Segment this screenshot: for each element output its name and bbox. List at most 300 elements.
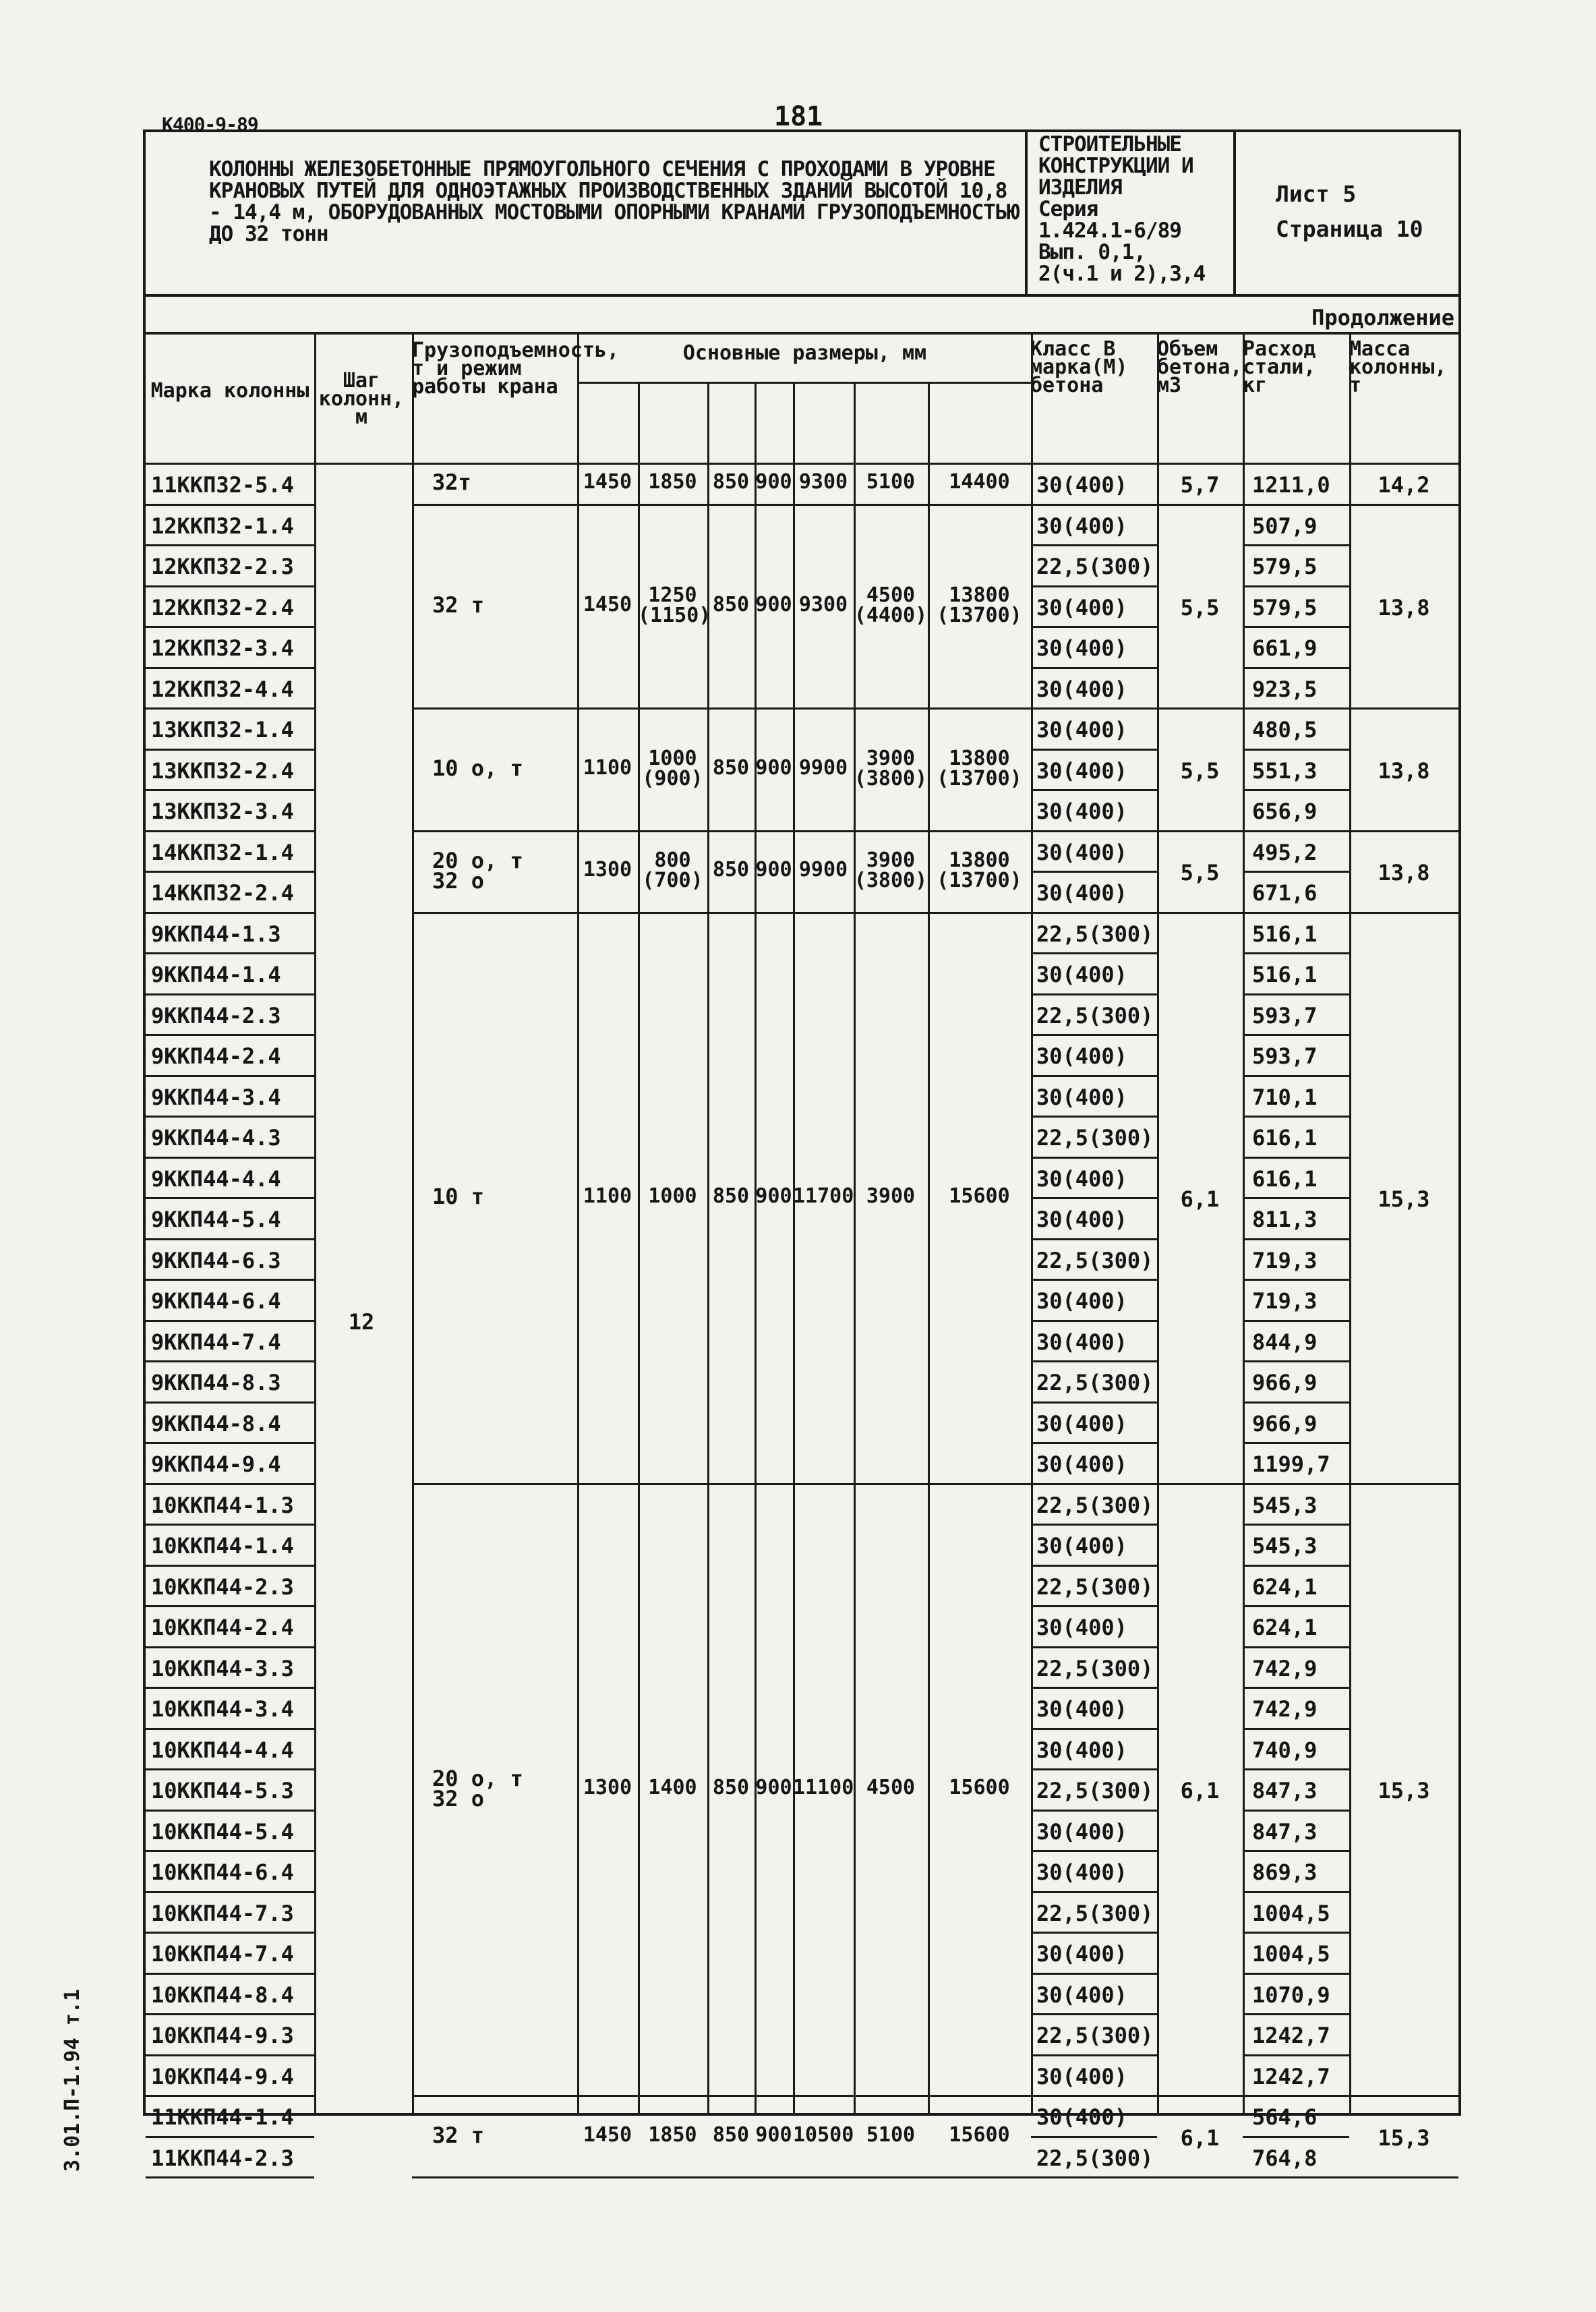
table-cell-class: 30(400) xyxy=(1036,1165,1127,1192)
mark-row-rule xyxy=(146,1728,314,1730)
group-rule xyxy=(1157,912,1243,914)
steel-row-rule xyxy=(1243,626,1349,628)
table-cell-class: 30(400) xyxy=(1036,1043,1127,1069)
class-row-rule xyxy=(1031,2054,1157,2056)
table-cell-mark: 10ККП44-7.4 xyxy=(151,1941,294,1967)
mark-row-rule xyxy=(146,544,314,546)
group-rule xyxy=(412,912,1031,914)
steel-row-rule xyxy=(1243,1360,1349,1362)
class-row-rule xyxy=(1031,1810,1157,1812)
group-rule xyxy=(1349,2095,1458,2097)
class-row-rule xyxy=(1031,1768,1157,1770)
table-cell-dimension: 900 xyxy=(755,592,792,616)
table-cell-mark: 9ККП44-2.3 xyxy=(151,1002,281,1029)
table-cell-mass: 15,3 xyxy=(1378,1186,1430,1212)
issue-line-2: 2(ч.1 и 2),3,4 xyxy=(1038,262,1206,286)
class-row-rule xyxy=(1031,1687,1157,1689)
class-row-rule xyxy=(1031,1116,1157,1118)
class-row-rule xyxy=(1031,830,1157,832)
mark-row-rule xyxy=(146,830,314,832)
step-value: 12 xyxy=(348,1308,375,1335)
table-cell-dimension: 15600 xyxy=(949,1776,1010,1800)
table-cell-dimension: 4500 xyxy=(866,1776,916,1800)
table-cell-class: 30(400) xyxy=(1036,717,1127,743)
class-row-rule xyxy=(1031,1197,1157,1199)
table-cell-mark: 13ККП32-1.4 xyxy=(151,717,294,743)
steel-row-rule xyxy=(1243,2136,1349,2138)
table-cell-dimension: 1450 xyxy=(583,470,632,494)
mark-row-rule xyxy=(146,1320,314,1322)
steel-row-rule xyxy=(1243,1932,1349,1934)
mark-row-rule xyxy=(146,912,314,914)
table-cell-steel: 742,9 xyxy=(1252,1696,1318,1722)
group-rule xyxy=(412,2095,1031,2097)
mark-row-rule xyxy=(146,1646,314,1648)
group-rule xyxy=(1157,504,1243,506)
continuation-band xyxy=(143,297,1461,332)
table-cell-dimension: 900 xyxy=(755,755,792,780)
table-cell-class: 30(400) xyxy=(1036,1084,1127,1110)
table-cell-dimension: 9900 xyxy=(798,755,848,780)
table-cell-volume: 5,5 xyxy=(1180,860,1220,886)
class-row-rule xyxy=(1031,1646,1157,1648)
table-cell-class: 30(400) xyxy=(1036,513,1127,539)
table-cell-mark: 10ККП44-5.3 xyxy=(151,1778,294,1803)
table-cell-dimension: 5100 xyxy=(866,2122,916,2147)
table-cell-steel: 710,1 xyxy=(1252,1084,1318,1110)
table-cell-mark: 9ККП44-1.3 xyxy=(151,921,281,947)
table-cell-class: 30(400) xyxy=(1036,2063,1127,2089)
dims-column-rule xyxy=(755,382,757,2113)
table-cell-class: 30(400) xyxy=(1036,1615,1127,1640)
mark-row-rule xyxy=(146,1605,314,1607)
table-cell-steel: 923,5 xyxy=(1252,676,1318,702)
table-cell-mark: 9ККП44-7.4 xyxy=(151,1329,281,1355)
steel-row-rule xyxy=(1243,2013,1349,2015)
class-row-rule xyxy=(1031,2176,1157,2178)
class-row-rule xyxy=(1031,1279,1157,1281)
table-cell-class: 30(400) xyxy=(1036,880,1127,906)
mark-row-rule xyxy=(146,993,314,995)
table-cell-class: 22,5(300) xyxy=(1036,1573,1154,1600)
mark-row-rule xyxy=(146,1197,314,1199)
mark-row-rule xyxy=(146,1687,314,1689)
steel-row-rule xyxy=(1243,2176,1349,2178)
table-cell-class: 30(400) xyxy=(1036,757,1127,784)
table-cell-mark: 12ККП32-1.4 xyxy=(151,513,294,539)
columns-table xyxy=(143,332,1461,2171)
table-cell-steel: 551,3 xyxy=(1252,757,1318,784)
column-rule xyxy=(314,335,316,2113)
page-number: 181 xyxy=(774,101,823,132)
table-cell-mark: 9ККП44-9.4 xyxy=(151,1451,281,1477)
table-cell-mark: 14ККП32-2.4 xyxy=(151,880,294,906)
mark-row-rule xyxy=(146,1238,314,1240)
class-row-rule xyxy=(1031,667,1157,669)
table-cell-dimension: 1850 xyxy=(648,470,697,494)
table-cell-mark: 10ККП44-2.3 xyxy=(151,1573,294,1600)
mark-row-rule xyxy=(146,1850,314,1852)
group-rule xyxy=(1349,830,1458,832)
table-cell-mark: 10ККП44-9.3 xyxy=(151,2023,294,2048)
table-cell-mark: 13ККП32-2.4 xyxy=(151,757,294,784)
table-cell-class: 30(400) xyxy=(1036,2104,1127,2130)
steel-row-rule xyxy=(1243,1320,1349,1322)
table-cell-class: 22,5(300) xyxy=(1036,2145,1154,2171)
table-cell-dimension: 5100 xyxy=(866,470,916,494)
series-no-label: Серия xyxy=(1038,197,1098,221)
mark-row-rule xyxy=(146,1157,314,1159)
table-cell-steel: 740,9 xyxy=(1252,1737,1318,1763)
mark-row-rule xyxy=(146,1810,314,1812)
steel-row-rule xyxy=(1243,1565,1349,1567)
steel-row-rule xyxy=(1243,789,1349,791)
group-rule xyxy=(1349,504,1458,506)
steel-row-rule xyxy=(1243,1687,1349,1689)
table-cell-steel: 966,9 xyxy=(1252,1410,1318,1437)
table-cell-dimension: 900 xyxy=(755,858,792,882)
steel-row-rule xyxy=(1243,1034,1349,1036)
table-cell-mark: 9ККП44-5.4 xyxy=(151,1207,281,1232)
table-cell-steel: 719,3 xyxy=(1252,1247,1318,1273)
table-cell-dimension: 900 xyxy=(755,470,792,494)
steel-row-rule xyxy=(1243,1157,1349,1159)
header-step: Шаг колонн, м xyxy=(318,369,405,429)
table-cell-steel: 742,9 xyxy=(1252,1655,1318,1681)
mark-row-rule xyxy=(146,1565,314,1567)
table-cell-mark: 12ККП32-2.3 xyxy=(151,554,294,579)
steel-row-rule xyxy=(1243,1728,1349,1730)
table-cell-dimension: 11100 xyxy=(793,1776,854,1800)
table-cell-dimension: 1850 xyxy=(648,2122,697,2147)
table-cell-dimension: 1250 (1150) xyxy=(638,583,711,627)
table-cell-steel: 764,8 xyxy=(1252,2145,1318,2171)
mark-row-rule xyxy=(146,2176,314,2178)
table-cell-steel: 593,7 xyxy=(1252,1002,1318,1029)
class-row-rule xyxy=(1031,707,1157,710)
table-cell-mass: 13,8 xyxy=(1378,594,1430,620)
table-cell-dimension: 10500 xyxy=(793,2122,854,2147)
steel-row-rule xyxy=(1243,2054,1349,2056)
table-cell-dimension: 11700 xyxy=(793,1184,854,1208)
steel-row-rule xyxy=(1243,1279,1349,1281)
document-code: К400-9-89 xyxy=(162,113,258,136)
table-cell-dimension: 15600 xyxy=(949,2122,1010,2147)
table-cell-class: 30(400) xyxy=(1036,962,1127,987)
steel-row-rule xyxy=(1243,952,1349,954)
table-cell-steel: 1004,5 xyxy=(1252,1941,1330,1967)
header-dims: Основные размеры, мм xyxy=(682,341,927,365)
sheet-number: Лист 5 xyxy=(1276,181,1357,207)
table-cell-mark: 9ККП44-8.4 xyxy=(151,1410,281,1437)
table-cell-crane: 32т xyxy=(432,469,471,496)
table-cell-crane: 32 т xyxy=(432,591,485,618)
table-cell-mark: 9ККП44-8.3 xyxy=(151,1370,281,1395)
class-row-rule xyxy=(1031,1483,1157,1485)
table-cell-class: 30(400) xyxy=(1036,1941,1127,1967)
table-cell-dimension: 850 xyxy=(712,858,750,882)
group-rule xyxy=(1349,1483,1458,1485)
class-row-rule xyxy=(1031,2136,1157,2138)
table-cell-mark: 14ККП32-1.4 xyxy=(151,839,294,865)
table-cell-class: 30(400) xyxy=(1036,1859,1127,1885)
mark-row-rule xyxy=(146,707,314,710)
class-row-rule xyxy=(1031,1360,1157,1362)
table-cell-dimension: 850 xyxy=(712,1184,750,1208)
table-cell-steel: 1211,0 xyxy=(1252,472,1330,498)
table-cell-steel: 579,5 xyxy=(1252,594,1318,620)
table-cell-volume: 6,1 xyxy=(1180,1186,1220,1212)
table-cell-class: 30(400) xyxy=(1036,1288,1127,1314)
table-cell-mark: 10ККП44-7.3 xyxy=(151,1900,294,1926)
table-cell-dimension: 900 xyxy=(755,1184,792,1208)
table-cell-steel: 624,1 xyxy=(1252,1573,1318,1600)
table-cell-steel: 516,1 xyxy=(1252,962,1318,987)
group-rule xyxy=(412,707,1031,710)
group-rule xyxy=(412,504,1031,506)
class-row-rule xyxy=(1031,912,1157,914)
table-cell-steel: 564,6 xyxy=(1252,2104,1318,2130)
steel-row-rule xyxy=(1243,912,1349,914)
table-cell-class: 30(400) xyxy=(1036,676,1127,702)
table-cell-dimension: 900 xyxy=(755,2122,792,2147)
group-rule xyxy=(1349,912,1458,914)
steel-row-rule xyxy=(1243,1605,1349,1607)
steel-row-rule xyxy=(1243,2095,1349,2097)
sheet-info xyxy=(1276,177,1423,247)
table-cell-steel: 671,6 xyxy=(1252,880,1318,906)
table-cell-class: 22,5(300) xyxy=(1036,1778,1154,1803)
header-concrete-class: Класс В марка(М) бетона xyxy=(1030,337,1128,397)
class-row-rule xyxy=(1031,1973,1157,1975)
steel-row-rule xyxy=(1243,585,1349,587)
series-info xyxy=(1038,134,1227,285)
steel-row-rule xyxy=(1243,1401,1349,1404)
steel-row-rule xyxy=(1243,1075,1349,1077)
table-cell-steel: 1242,7 xyxy=(1252,2023,1330,2048)
table-cell-steel: 1199,7 xyxy=(1252,1451,1330,1477)
mark-row-rule xyxy=(146,667,314,669)
class-row-rule xyxy=(1031,1565,1157,1567)
table-cell-mark: 9ККП44-3.4 xyxy=(151,1084,281,1110)
class-row-rule xyxy=(1031,2095,1157,2097)
steel-row-rule xyxy=(1243,504,1349,506)
table-cell-volume: 5,5 xyxy=(1180,757,1220,784)
dims-column-rule xyxy=(854,382,856,2113)
column-rule xyxy=(1031,335,1033,2113)
table-cell-mark: 9ККП44-2.4 xyxy=(151,1043,281,1069)
header-crane: Грузоподъемность, т и режим работы крана xyxy=(412,339,620,399)
steel-row-rule xyxy=(1243,1116,1349,1118)
table-cell-volume: 6,1 xyxy=(1180,2125,1220,2151)
class-row-rule xyxy=(1031,1320,1157,1322)
class-row-rule xyxy=(1031,1401,1157,1404)
table-cell-crane: 20 о, т 32 о xyxy=(432,1766,523,1812)
table-cell-class: 22,5(300) xyxy=(1036,1655,1154,1681)
table-cell-dimension: 1450 xyxy=(583,592,632,616)
mark-row-rule xyxy=(146,585,314,587)
table-cell-mark: 10ККП44-1.3 xyxy=(151,1492,294,1518)
mark-row-rule xyxy=(146,2095,314,2097)
table-cell-class: 30(400) xyxy=(1036,1207,1127,1232)
mark-row-rule xyxy=(146,1442,314,1444)
page-of-sheet: Страница 10 xyxy=(1276,216,1423,242)
steel-row-rule xyxy=(1243,707,1349,710)
class-row-rule xyxy=(1031,749,1157,751)
table-cell-class: 22,5(300) xyxy=(1036,1492,1154,1518)
table-cell-class: 30(400) xyxy=(1036,1451,1127,1477)
column-rule xyxy=(412,335,414,2113)
steel-row-rule xyxy=(1243,1850,1349,1852)
table-cell-dimension: 1400 xyxy=(648,1776,697,1800)
table-cell-steel: 480,5 xyxy=(1252,717,1318,743)
table-cell-volume: 5,5 xyxy=(1180,594,1220,620)
mark-row-rule xyxy=(146,2013,314,2015)
table-cell-class: 30(400) xyxy=(1036,839,1127,865)
table-cell-dimension: 14400 xyxy=(949,470,1010,494)
header-volume: Объем бетона, м3 xyxy=(1157,337,1243,397)
table-cell-mark: 10ККП44-2.4 xyxy=(151,1615,294,1640)
mark-row-rule xyxy=(146,626,314,628)
table-cell-class: 30(400) xyxy=(1036,1818,1127,1845)
class-row-rule xyxy=(1031,585,1157,587)
table-cell-dimension: 15600 xyxy=(949,1184,1010,1208)
table-cell-class: 30(400) xyxy=(1036,635,1127,661)
table-cell-class: 30(400) xyxy=(1036,1696,1127,1722)
table-cell-steel: 844,9 xyxy=(1252,1329,1318,1355)
table-cell-class: 30(400) xyxy=(1036,1982,1127,2008)
mark-row-rule xyxy=(146,1932,314,1934)
class-row-rule xyxy=(1031,1524,1157,1526)
table-cell-class: 22,5(300) xyxy=(1036,1002,1154,1029)
steel-row-rule xyxy=(1243,1197,1349,1199)
mark-row-rule xyxy=(146,1279,314,1281)
table-cell-dimension: 850 xyxy=(712,470,750,494)
table-cell-dimension: 3900 (3800) xyxy=(854,848,928,892)
table-cell-class: 22,5(300) xyxy=(1036,1125,1154,1151)
table-cell-class: 22,5(300) xyxy=(1036,1247,1154,1273)
table-cell-crane: 32 т xyxy=(432,2122,485,2148)
table-cell-steel: 719,3 xyxy=(1252,1288,1318,1314)
table-cell-class: 30(400) xyxy=(1036,472,1127,498)
class-row-rule xyxy=(1031,1891,1157,1893)
group-rule xyxy=(412,2176,1031,2178)
class-row-rule xyxy=(1031,1850,1157,1852)
table-cell-mark: 10ККП44-3.3 xyxy=(151,1655,294,1681)
table-cell-class: 22,5(300) xyxy=(1036,2023,1154,2048)
mark-row-rule xyxy=(146,504,314,506)
table-cell-mark: 9ККП44-4.4 xyxy=(151,1165,281,1192)
table-cell-mark: 10ККП44-5.4 xyxy=(151,1818,294,1845)
table-cell-mass: 15,3 xyxy=(1378,1778,1430,1804)
table-cell-mark: 10ККП44-8.4 xyxy=(151,1982,294,2008)
table-cell-mark: 12ККП32-4.4 xyxy=(151,676,294,702)
class-row-rule xyxy=(1031,993,1157,995)
table-cell-mass: 13,8 xyxy=(1378,757,1430,784)
group-rule xyxy=(1157,707,1243,710)
group-rule xyxy=(1349,2176,1458,2178)
steel-row-rule xyxy=(1243,1646,1349,1648)
table-cell-dimension: 4500 (4400) xyxy=(854,583,928,627)
class-row-rule xyxy=(1031,1075,1157,1077)
table-cell-mark: 10ККП44-1.4 xyxy=(151,1533,294,1559)
table-cell-dimension: 13800 (13700) xyxy=(937,746,1022,790)
table-cell-class: 22,5(300) xyxy=(1036,1900,1154,1926)
steel-row-rule xyxy=(1243,1483,1349,1485)
table-cell-dimension: 1100 xyxy=(583,755,632,780)
steel-row-rule xyxy=(1243,1810,1349,1812)
class-row-rule xyxy=(1031,1442,1157,1444)
mark-row-rule xyxy=(146,1075,314,1077)
class-row-rule xyxy=(1031,544,1157,546)
group-rule xyxy=(1157,2095,1243,2097)
class-row-rule xyxy=(1031,871,1157,873)
steel-row-rule xyxy=(1243,1524,1349,1526)
table-cell-steel: 545,3 xyxy=(1252,1533,1318,1559)
table-cell-class: 22,5(300) xyxy=(1036,1370,1154,1395)
steel-row-rule xyxy=(1243,544,1349,546)
series-label: СТРОИТЕЛЬНЫЕ КОНСТРУКЦИИ И ИЗДЕЛИЯ xyxy=(1038,132,1193,200)
group-rule xyxy=(1157,1483,1243,1485)
table-cell-steel: 966,9 xyxy=(1252,1370,1318,1395)
table-cell-steel: 579,5 xyxy=(1252,554,1318,579)
mark-row-rule xyxy=(146,1768,314,1770)
mark-row-rule xyxy=(146,1483,314,1485)
table-cell-mark: 12ККП32-3.4 xyxy=(151,635,294,661)
steel-row-rule xyxy=(1243,1891,1349,1893)
table-cell-steel: 656,9 xyxy=(1252,799,1318,824)
table-cell-crane: 10 т xyxy=(432,1184,485,1209)
steel-row-rule xyxy=(1243,1442,1349,1444)
steel-row-rule xyxy=(1243,830,1349,832)
mark-row-rule xyxy=(146,749,314,751)
mark-row-rule xyxy=(146,1034,314,1036)
table-cell-dimension: 9900 xyxy=(798,858,848,882)
table-cell-class: 22,5(300) xyxy=(1036,554,1154,579)
table-cell-dimension: 9300 xyxy=(798,470,848,494)
table-cell-class: 22,5(300) xyxy=(1036,921,1154,947)
header-steel: Расход стали, кг xyxy=(1243,337,1316,397)
mark-row-rule xyxy=(146,871,314,873)
table-cell-steel: 1004,5 xyxy=(1252,1900,1330,1926)
steel-row-rule xyxy=(1243,1768,1349,1770)
group-rule xyxy=(1349,707,1458,710)
table-cell-mark: 9ККП44-1.4 xyxy=(151,962,281,987)
mark-row-rule xyxy=(146,1891,314,1893)
table-cell-dimension: 850 xyxy=(712,592,750,616)
steel-row-rule xyxy=(1243,871,1349,873)
table-cell-dimension: 13800 (13700) xyxy=(937,583,1022,627)
table-cell-mark: 9ККП44-4.3 xyxy=(151,1125,281,1151)
table-cell-mark: 9ККП44-6.3 xyxy=(151,1247,281,1273)
table-cell-steel: 811,3 xyxy=(1252,1207,1318,1232)
table-cell-dimension: 13800 (13700) xyxy=(937,848,1022,892)
table-cell-dimension: 3900 xyxy=(866,1184,916,1208)
table-cell-crane: 20 о, т 32 о xyxy=(432,848,523,894)
table-cell-dimension: 850 xyxy=(712,1776,750,1800)
table-cell-mark: 10ККП44-6.4 xyxy=(151,1859,294,1885)
document-title: КОЛОННЫ ЖЕЛЕЗОБЕТОННЫЕ ПРЯМОУГОЛЬНОГО СЕЧЕНИЯ С ПРОХОДАМИ В УРОВНЕ КРАНОВЫХ ПУТЕЙ ДЛЯ ОДНОЭТАЖНЫХ ПРОИЗВОДСТВЕННЫХ ЗДАНИЙ ВЫСОТОЙ 10,8 - 14,4 м, ОБОРУДОВАННЫХ МОСТОВЫМИ ОПОРНЫМИ КРАНАМИ ГРУЗОПОДЪЕМНОСТЬЮ ДО 32 тонн xyxy=(209,157,1019,246)
table-cell-class: 30(400) xyxy=(1036,1533,1127,1559)
table-cell-class: 30(400) xyxy=(1036,1329,1127,1355)
table-cell-dimension: 1450 xyxy=(583,2122,632,2147)
table-cell-volume: 6,1 xyxy=(1180,1778,1220,1804)
table-cell-mass: 14,2 xyxy=(1378,472,1430,498)
class-row-rule xyxy=(1031,1238,1157,1240)
dims-column-rule xyxy=(638,382,640,2113)
class-row-rule xyxy=(1031,1605,1157,1607)
mark-row-rule xyxy=(146,1116,314,1118)
